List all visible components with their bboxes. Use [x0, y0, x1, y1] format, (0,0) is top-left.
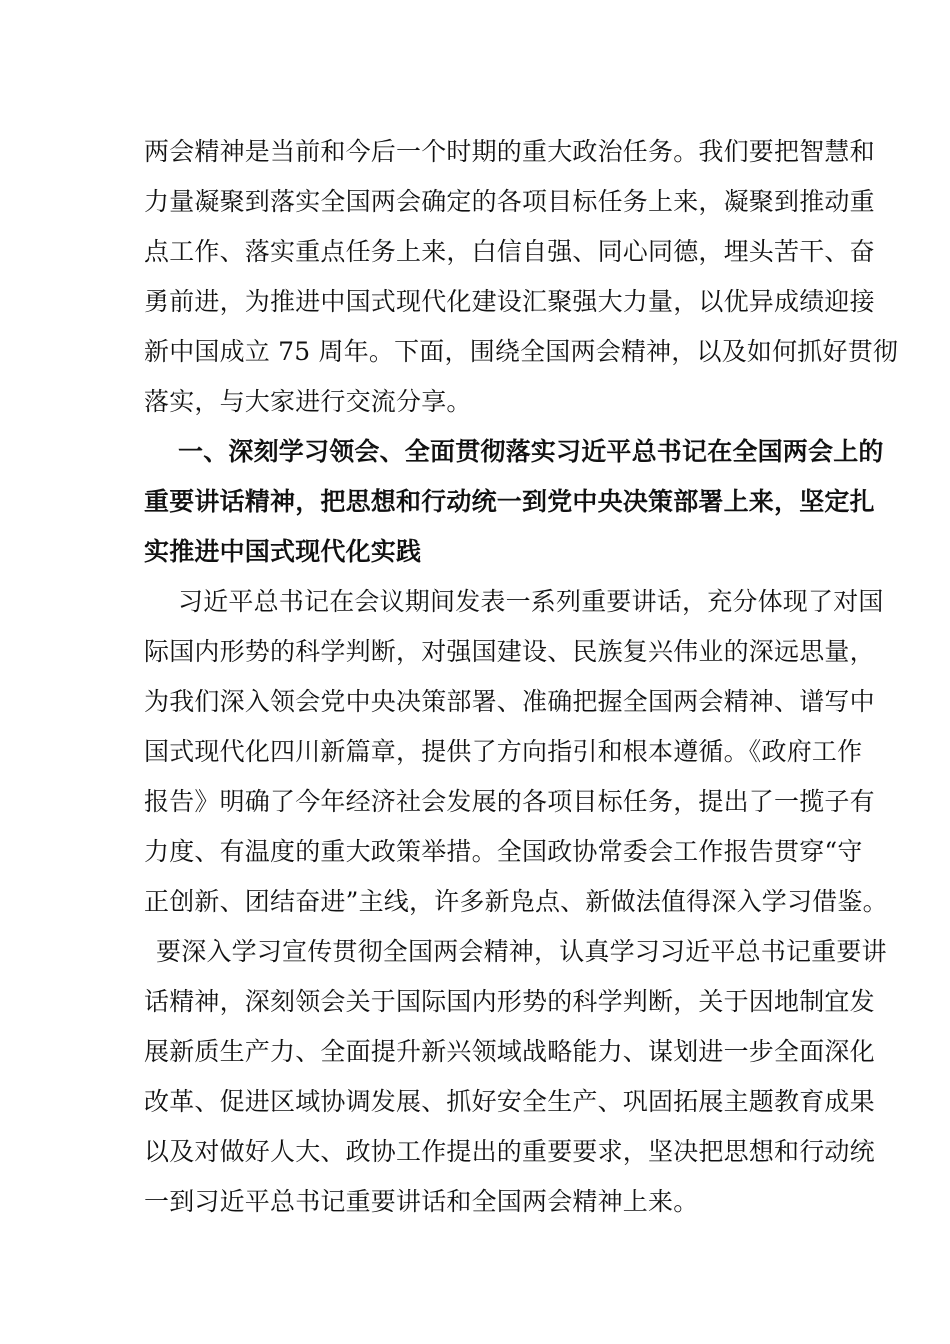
paragraph-line: 新中国成立 75 周年。下面，围绕全国两会精神，以及如何抓好贯彻 [144, 337, 899, 366]
section-heading-line: 实推进中国式现代化实践 [144, 537, 422, 566]
section-heading-line: 一、深刻学习领会、全面贯彻落实习近平总书记在全国两会上的 [178, 437, 884, 466]
paragraph-line: 力度、有温度的重大政策举措。全国政协常委会工作报告贯穿“守 [144, 837, 863, 866]
paragraph-line: 国式现代化四川新篇章，提供了方向指引和根本遵循。《政府工作 [144, 737, 863, 766]
paragraph-line: 为我们深入领会党中央决策部署、准确把握全国两会精神、谱写中 [144, 687, 875, 716]
paragraph-line: 落实，与大家进行交流分享。 [144, 387, 472, 416]
section-heading-line: 重要讲话精神，把思想和行动统一到党中央决策部署上来，坚定扎 [144, 487, 875, 516]
paragraph-line: 勇前进，为推进中国式现代化建设汇聚强大力量，以优异成绩迎接 [144, 287, 875, 316]
paragraph-line: 一到习近平总书记重要讲话和全国两会精神上来。 [144, 1187, 699, 1216]
paragraph-line: 话精神，深刻领会关于国际国内形势的科学判断，关于因地制宜发 [144, 987, 875, 1016]
paragraph-line: 以及对做好人大、政协工作提出的重要要求，坚决把思想和行动统 [144, 1137, 875, 1166]
paragraph-line: 要深入学习宣传贯彻全国两会精神，认真学习习近平总书记重要讲 [156, 937, 887, 966]
paragraph-line: 习近平总书记在会议期间发表一系列重要讲话，充分体现了对国 [178, 587, 884, 616]
paragraph-line: 改革、促进区域协调发展、抓好安全生产、巩固拓展主题教育成果 [144, 1087, 875, 1116]
paragraph-line: 点工作、落实重点任务上来，白信自强、同心同德，埋头苦干、奋 [144, 237, 875, 266]
paragraph-line: 正创新、团结奋进”主线，许多新凫点、新做法值得深入学习借鉴。 [144, 887, 888, 916]
paragraph-line: 两会精神是当前和今后一个时期的重大政治任务。我们要把智慧和 [144, 137, 875, 166]
paragraph-line: 展新质生产力、全面提升新兴领域战略能力、谋划进一步全面深化 [144, 1037, 875, 1066]
paragraph-line: 报告》明确了今年经济社会发展的各项目标任务，提出了一揽子有 [144, 787, 875, 816]
paragraph-line: 际国内形势的科学判断，对强国建设、民族复兴伟业的深远思量， [144, 637, 875, 666]
paragraph-line: 力量凝聚到落实全国两会确定的各项目标任务上来，凝聚到推动重 [144, 187, 875, 216]
